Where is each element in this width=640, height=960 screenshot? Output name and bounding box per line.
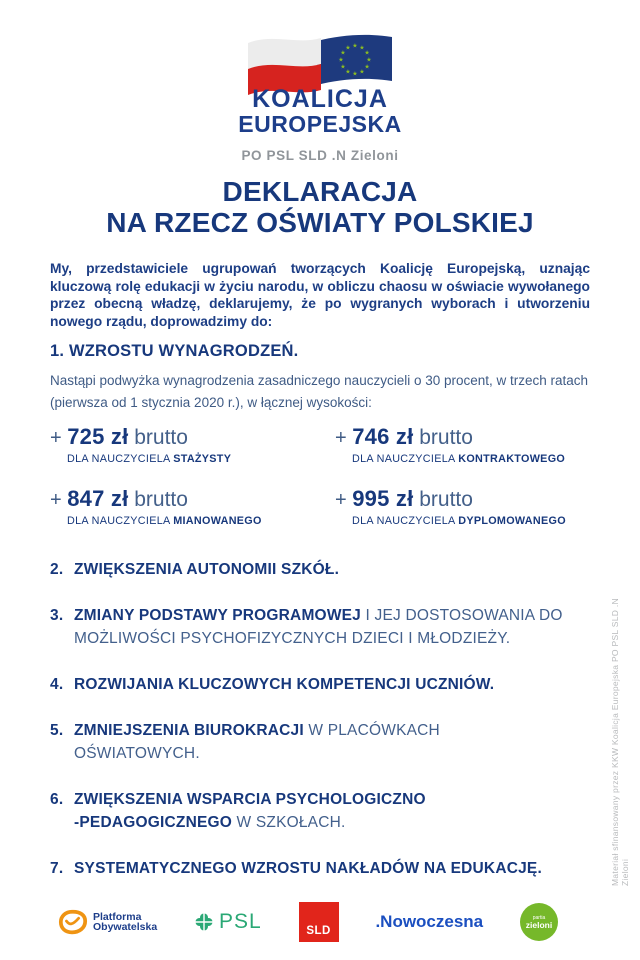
- zieloni-logo: [520, 903, 558, 941]
- salary-item: [335, 424, 600, 465]
- page-title-line2: NA RZECZ OŚWIATY POLSKIEJ: [106, 207, 534, 238]
- zieloni-top-label: partia: [532, 914, 546, 921]
- po-label: Platforma Obywatelska: [93, 910, 158, 933]
- salary-category-label: DLA NAUCZYCIELA KONTRAKTOWEGO: [352, 453, 566, 465]
- sld-logo: [299, 902, 339, 942]
- svg-text:★: ★: [345, 45, 351, 52]
- list-item: 7. SYSTEMATYCZNEGO WZROSTU NAKŁADÓW NA EDUKACJĘ.: [50, 860, 542, 877]
- coalition-logo-title: [0, 86, 640, 137]
- declaration-list: [50, 558, 606, 903]
- psl-clover-icon: [194, 912, 214, 932]
- eu-flag-icon: [317, 35, 392, 85]
- list-item: 2. ZWIĘKSZENIA AUTONOMII SZKÓŁ.: [50, 561, 340, 578]
- nowoczesna-logo: .Nowoczesna: [375, 912, 484, 931]
- svg-text:★: ★: [364, 64, 370, 71]
- salary-amount: + 847 zł brutto: [50, 486, 188, 511]
- svg-text:★: ★: [352, 43, 358, 50]
- salary-item: [335, 486, 600, 527]
- financing-note: Materiał sfinansowany przez KKW Koalicja Europejska PO PSL SLD .N Zieloni: [610, 598, 630, 886]
- list-item: 5. ZMNIEJSZENIA BIUROKRACJI W PLACÓWKACH OŚWIATOWYCH.: [50, 722, 440, 762]
- salary-item: [50, 486, 335, 527]
- salary-amount: + 725 zł brutto: [50, 424, 188, 449]
- svg-text:★: ★: [345, 69, 351, 76]
- salary-category-label: DLA NAUCZYCIELA STAŻYSTY: [67, 453, 232, 465]
- coalition-name-line2: EUROPEJSKA: [238, 111, 402, 137]
- list-item: 6. ZWIĘKSZENIA WSPARCIA PSYCHOLOGICZNO -PEDAGOGICZNEGO W SZKOŁACH.: [50, 791, 426, 831]
- list-item: 4. ROZWIJANIA KLUCZOWYCH KOMPETENCJI UCZNIÓW.: [50, 676, 495, 693]
- svg-text:★: ★: [364, 50, 370, 57]
- salary-item: [50, 424, 335, 465]
- svg-text:★: ★: [359, 69, 365, 76]
- list-item-1-description: Nastąpi podwyżka wynagrodzenia zasadniczego nauczycieli o 30 procent, w trzech ratach (pierwsza od 1 stycznia 2020 r.), w łącznej wysokości:: [50, 373, 589, 410]
- salary-amount: + 746 zł brutto: [335, 424, 473, 449]
- svg-text:★: ★: [340, 64, 346, 71]
- salary-grid: [50, 424, 600, 527]
- svg-text:★: ★: [340, 50, 346, 57]
- psl-label: PSL: [219, 910, 262, 933]
- po-swoosh-icon: [58, 907, 88, 937]
- platforma-obywatelska-logo: [58, 907, 157, 937]
- salary-category-label: DLA NAUCZYCIELA DYPLOMOWANEGO: [352, 515, 566, 527]
- page-title-line1: DEKLARACJA: [222, 176, 418, 207]
- svg-text:★: ★: [359, 45, 365, 52]
- svg-text:★: ★: [352, 71, 358, 78]
- zieloni-label: zieloni: [525, 919, 553, 930]
- list-item-1-heading: [50, 342, 298, 361]
- coalition-parties-tagline: PO PSL SLD .N Zieloni: [241, 148, 399, 163]
- list-item-1-title: WZROSTU WYNAGRODZEŃ.: [68, 342, 299, 360]
- svg-text:★: ★: [366, 57, 372, 64]
- list-item-1-number: 1.: [50, 342, 65, 360]
- coalition-name-line1: KOALICJA: [252, 85, 388, 113]
- sld-label: SLD: [306, 925, 331, 937]
- svg-text:★: ★: [338, 57, 344, 64]
- list-item: 3. ZMIANY PODSTAWY PROGRAMOWEJ I JEJ DOSTOSOWANIA DO MOŻLIWOŚCI PSYCHOFIZYCZNYCH DZIECI I MŁODZIEŻY.: [50, 607, 563, 647]
- salary-amount: + 995 zł brutto: [335, 486, 473, 511]
- psl-logo: [194, 910, 262, 934]
- party-logos-row: [58, 898, 558, 946]
- page-title: [0, 176, 640, 238]
- intro-paragraph: My, przedstawiciele ugrupowań tworzących Koalicję Europejską, uznając kluczową rolę edukacji w życiu narodu, w obliczu chaosu w oświacie wywołanego przez obecną władzę, deklarujemy, że po wygranych wyborach i utworzeniu nowego rządu, doprowadzimy do:: [50, 261, 590, 329]
- salary-category-label: DLA NAUCZYCIELA MIANOWANEGO: [67, 515, 262, 527]
